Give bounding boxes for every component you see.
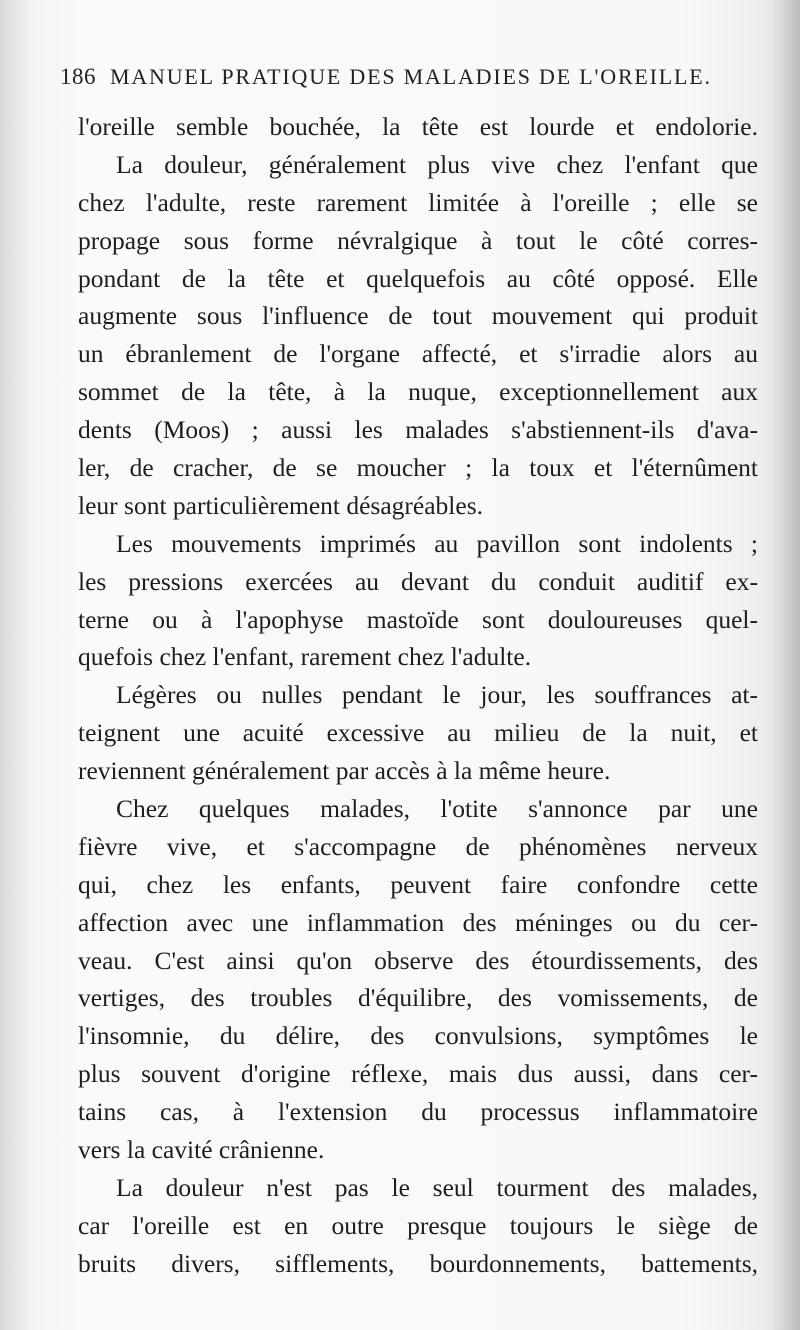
text-line: bruits divers, sifflements, bourdonnements, battements, [78, 1248, 758, 1278]
text-line: qui, chez les enfants, peuvent faire confondre cette [78, 869, 758, 899]
text-line: terne ou à l'apophyse mastoïde sont douloureuses quel- [78, 604, 758, 634]
text-line: Légères ou nulles pendant le jour, les souffrances at- [116, 680, 758, 710]
text-line: l'oreille semble bouchée, la tête est lourde et endolorie. [78, 112, 758, 141]
text-line: teignent une acuité excessive au milieu de la nuit, et [78, 718, 758, 748]
body-text [78, 108, 758, 1283]
running-title: MANUEL PRATIQUE DES MALADIES DE L'OREILLE. [110, 64, 712, 89]
text-line: vertiges, des troubles d'équilibre, des vomissements, de [78, 983, 758, 1013]
page-number: 186 [60, 64, 96, 89]
text-line: Les mouvements imprimés au pavillon sont indolents ; [116, 528, 758, 558]
text-line: car l'oreille est en outre presque toujours le siège de [78, 1210, 758, 1240]
text-line: quefois chez l'enfant, rarement chez l'adulte. [78, 642, 532, 672]
text-line: augmente sous l'influence de tout mouvement qui produit [78, 301, 758, 331]
text-line: Chez quelques malades, l'otite s'annonce par une [116, 794, 758, 824]
text-line: dents (Moos) ; aussi les malades s'abstiennent-ils d'ava- [78, 415, 758, 445]
text-line: les pressions exercées au devant du conduit auditif ex- [78, 566, 758, 596]
binding-shadow [770, 0, 800, 1330]
text-line: veau. C'est ainsi qu'on observe des étourdissements, des [78, 945, 758, 975]
text-line: reviennent généralement par accès à la même heure. [78, 756, 611, 786]
text-line: vers la cavité crânienne. [78, 1135, 325, 1165]
text-line: l'insomnie, du délire, des convulsions, symptômes le [78, 1021, 758, 1051]
text-line: fièvre vive, et s'accompagne de phénomènes nerveux [78, 831, 758, 861]
text-line: La douleur n'est pas le seul tourment des malades, [116, 1172, 758, 1202]
running-head [60, 64, 740, 98]
text-line: plus souvent d'origine réflexe, mais dus aussi, dans cer- [78, 1059, 758, 1089]
text-line: affection avec une inflammation des méninges ou du cer- [78, 907, 758, 937]
text-line: tains cas, à l'extension du processus inflammatoire [78, 1097, 758, 1127]
text-line: ler, de cracher, de se moucher ; la toux et l'éternûment [78, 453, 758, 483]
text-line: un ébranlement de l'organe affecté, et s'irradie alors au [78, 339, 758, 369]
text-line: leur sont particulièrement désagréables. [78, 490, 483, 520]
text-line: propage sous forme névralgique à tout le côté corres- [78, 225, 758, 255]
text-line: sommet de la tête, à la nuque, exceptionnellement aux [78, 377, 758, 407]
text-line: pondant de la tête et quelquefois au côté opposé. Elle [78, 263, 758, 293]
text-line: chez l'adulte, reste rarement limitée à l'oreille ; elle se [78, 187, 758, 217]
text-line: La douleur, généralement plus vive chez l'enfant que [116, 149, 758, 179]
